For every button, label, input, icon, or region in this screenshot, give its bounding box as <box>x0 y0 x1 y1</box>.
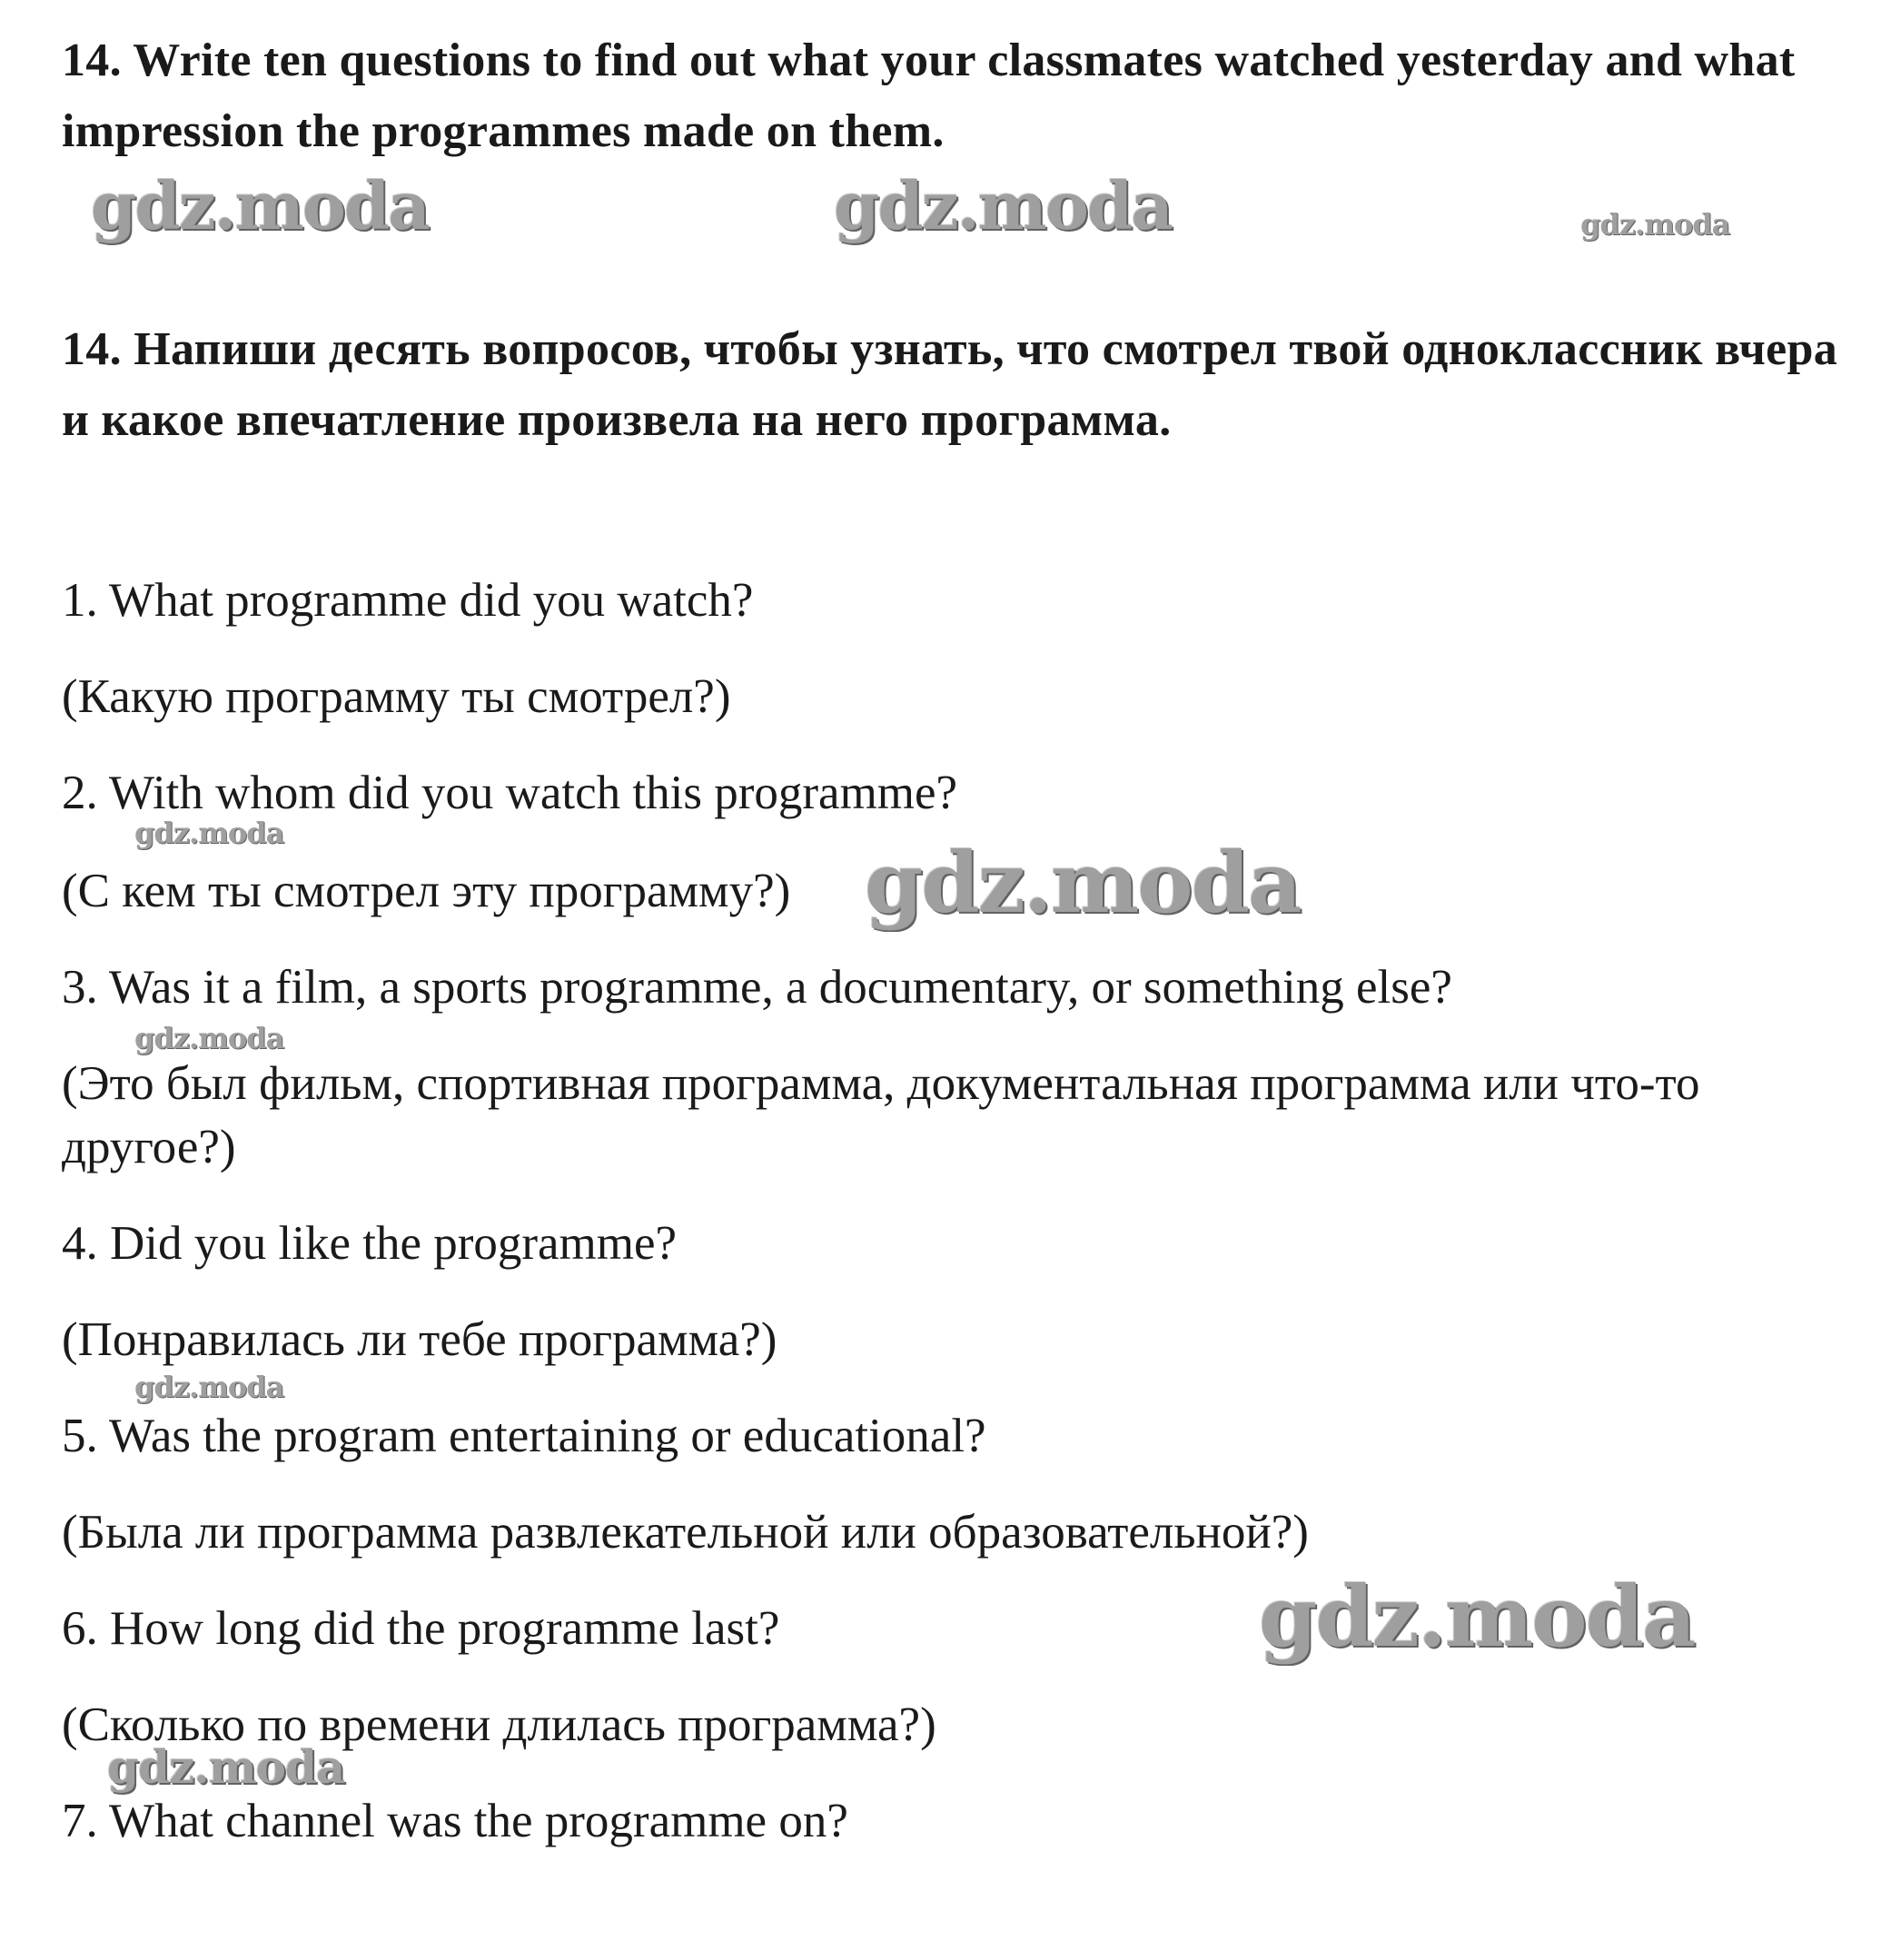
question-5: 5. Was the program entertaining or educational? <box>62 1410 986 1462</box>
watermark: gdz.moda <box>834 167 1172 244</box>
watermark: gdz.moda <box>1259 1568 1695 1666</box>
question-6: 6. How long did the programme last? <box>62 1602 780 1655</box>
translation-2: (С кем ты смотрел эту программу?) <box>62 865 791 917</box>
question-3: 3. Was it a film, a sports programme, a documentary, or something else? <box>62 961 1452 1014</box>
task-heading-english: 14. Write ten questions to find out what your classmates watched yesterday and what impression the programmes made on them. <box>62 35 1796 157</box>
translation-1: (Какую программу ты смотрел?) <box>62 670 731 723</box>
watermark: gdz.moda <box>91 167 429 244</box>
translation-3: (Это был фильм, спортивная программа, документальная программа или что-то другое?) <box>62 1057 1700 1173</box>
watermark: gdz.moda <box>865 834 1301 932</box>
question-4: 4. Did you like the programme? <box>62 1217 678 1270</box>
translation-4: (Понравилась ли тебе программа?) <box>62 1313 777 1366</box>
watermark: gdz.moda <box>107 1740 345 1794</box>
question-7: 7. What channel was the programme on? <box>62 1795 848 1847</box>
watermark: gdz.moda <box>134 1370 284 1404</box>
translation-5: (Была ли программа развлекательной или образовательной?) <box>62 1506 1309 1559</box>
question-1: 1. What programme did you watch? <box>62 574 754 627</box>
watermark: gdz.moda <box>1580 207 1730 242</box>
watermark: gdz.moda <box>134 1021 284 1055</box>
translation-6: (Сколько по времени длилась программа?) <box>62 1698 936 1751</box>
question-2: 2. With whom did you watch this programme? <box>62 767 958 819</box>
watermark: gdz.moda <box>134 816 284 850</box>
task-heading-russian: 14. Напиши десять вопросов, чтобы узнать, что смотрел твой одноклассник вчера и какое впечатление произвела на него программа. <box>62 323 1837 446</box>
